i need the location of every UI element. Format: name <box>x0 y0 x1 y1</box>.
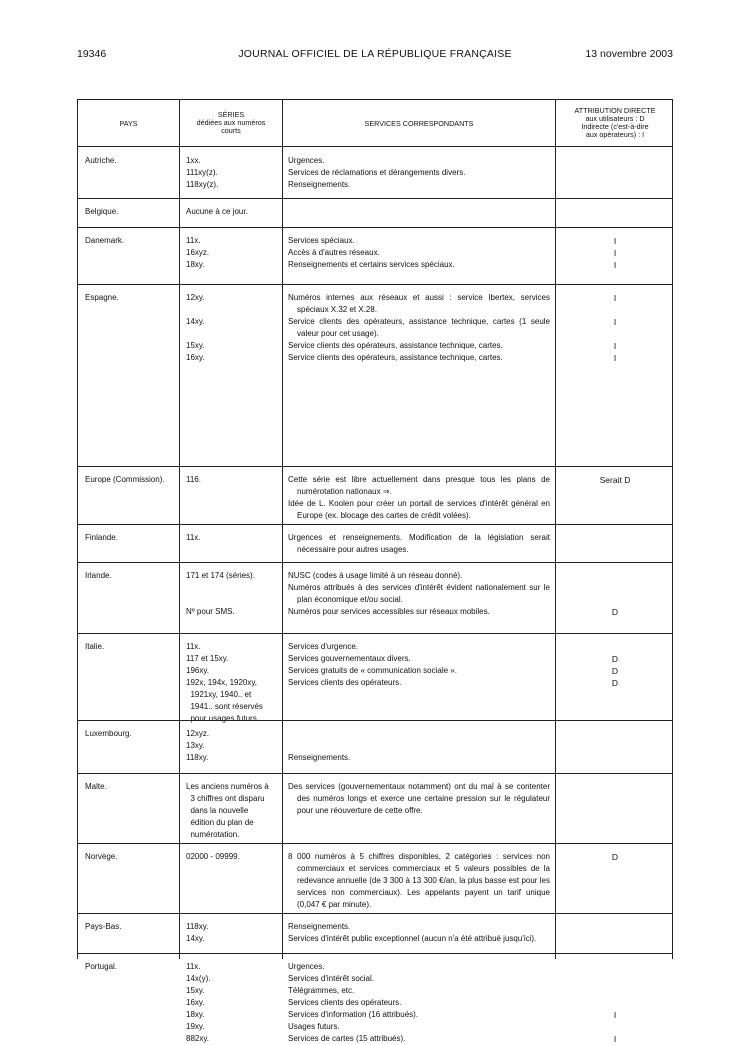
services-cell <box>288 781 550 817</box>
service-line: Service clients des opérateurs, assistance technique, cartes (1 seule valeur pour cet usage). <box>288 317 550 338</box>
country-cell: Europe (Commission). <box>85 475 165 484</box>
service-line: 8 000 numéros à 5 chiffres disponibles, 2 catégories : services non commerciaux et services commerciaux et 5 valeurs possibles de la redevance annuelle (de 3 300 à 13 300 €/an, la plus basse est pour les services non commerciaux). Les appelants payent un tarif unique (0,047 € par minute). <box>288 852 550 909</box>
service-line: Services gratuits de « communication sociale ». <box>288 666 457 675</box>
row-divider <box>78 720 672 721</box>
services-cell <box>288 155 550 191</box>
page-number: 19346 <box>77 48 107 60</box>
service-line: Numéros internes aux réseaux et aussi : service Ibertex, services spéciaux X.32 et X.28. <box>288 293 550 314</box>
col-header-attribution: ATTRIBUTION DIRECTE aux utilisateurs : D Indirecte (c'est-à-dire aux opérateurs) : I <box>574 106 656 139</box>
service-line: Urgences. <box>288 156 325 165</box>
service-line: Services gouvernementaux divers. <box>288 654 411 663</box>
column-divider <box>282 100 283 959</box>
attribution-cell: I I <box>613 1010 617 1044</box>
row-divider <box>78 466 672 467</box>
attribution-cell: I I I <box>613 236 617 270</box>
country-cell: Norvège. <box>85 852 118 861</box>
series-cell: 02000 - 09999. <box>186 852 240 861</box>
series-cell: Les anciens numéros à 3 chiffres ont disparu dans la nouvelle édition du plan de numérotation. <box>186 782 269 839</box>
service-line: Cette série est libre actuellement dans presque tous les plans de numérotation nationaux ⇒. <box>288 475 550 496</box>
attribution-cell: Serait D <box>599 475 631 485</box>
country-cell: Finlande. <box>85 533 118 542</box>
row-divider <box>78 198 672 199</box>
service-line: Urgences. <box>288 962 325 971</box>
service-line: Idée de L. Koolen pour créer un portail de services d'intérêt général en Europe (ex. blocage des cartes de crédit volées). <box>288 499 550 520</box>
service-line: Des services (gouvernementaux notamment) ont du mal à se contenter des numéros longs et exerce une certaine pression sur le régulateur pour une réouverture de cette offre. <box>288 782 550 815</box>
series-cell: 12xyz. 13xy. 118xy. <box>186 729 210 762</box>
series-cell: 11x. 16xyz. 18xy. <box>186 236 210 269</box>
service-line: Services spéciaux. <box>288 236 355 245</box>
attribution-cell: D <box>611 852 619 862</box>
series-cell: 11x. 14x(y). 15xy. 16xy. 18xy. 19xy. 882xy. <box>186 962 211 1043</box>
service-line: Renseignements. <box>288 180 351 189</box>
attribution-cell: I I I I <box>613 293 617 363</box>
attribution-cell: D <box>611 607 619 617</box>
services-cell <box>288 532 550 556</box>
series-cell: 11x. <box>186 533 201 542</box>
services-cell <box>288 961 550 1045</box>
service-line: Services de cartes (15 attribués). <box>288 1034 406 1043</box>
service-line: Usages futurs. <box>288 1022 340 1031</box>
service-line <box>288 740 550 752</box>
services-cell <box>288 292 550 364</box>
numbering-table <box>77 99 673 1044</box>
service-line: Services d'urgence. <box>288 642 359 651</box>
service-line: Service clients des opérateurs, assistance technique, cartes. <box>288 341 503 350</box>
row-divider <box>78 562 672 563</box>
country-cell: Irlande. <box>85 571 112 580</box>
service-line: Renseignements. <box>288 753 351 762</box>
row-divider <box>78 524 672 525</box>
service-line: Services d'information (16 attribués). <box>288 1010 419 1019</box>
series-cell: Aucune à ce jour. <box>186 207 248 216</box>
service-line: Services de réclamations et dérangements divers. <box>288 168 466 177</box>
country-cell: Malte. <box>85 782 107 791</box>
services-cell <box>288 641 550 689</box>
row-divider <box>78 843 672 844</box>
series-cell: 171 et 174 (séries). Nº pour SMS. <box>186 571 255 616</box>
service-line: Service clients des opérateurs, assistance technique, cartes. <box>288 353 503 362</box>
col-header-series: SÉRIES dédiées aux numéros courts <box>196 110 266 135</box>
service-line: Numéros pour services accessibles sur réseaux mobiles. <box>288 607 490 616</box>
country-cell: Danemark. <box>85 236 125 245</box>
country-cell: Espagne. <box>85 293 119 302</box>
service-line: Renseignements et certains services spéciaux. <box>288 260 455 269</box>
col-header-pays: PAYS <box>119 119 138 128</box>
service-line: Services d'intérêt public exceptionnel (aucun n'a été attribué jusqu'ici). <box>288 934 537 943</box>
row-divider <box>78 633 672 634</box>
series-cell: 11x. 117 et 15xy. 196xy. 192x, 194x, 1920xy, 1921xy, 1940.. et 1941.. sont réservés pour usages futurs. <box>186 642 263 723</box>
attribution-cell: D D D <box>611 654 619 688</box>
services-cell <box>288 851 550 911</box>
country-cell: Italie. <box>85 642 105 651</box>
country-cell: Autriche. <box>85 156 117 165</box>
country-cell: Belgique. <box>85 207 119 216</box>
series-cell: 1xx. 111xy(z). 118xy(z). <box>186 156 219 189</box>
column-divider <box>555 100 556 959</box>
service-line <box>288 728 550 740</box>
services-cell <box>288 235 550 271</box>
country-cell: Pays-Bas. <box>85 922 122 931</box>
services-cell <box>288 728 550 764</box>
services-cell <box>288 921 550 945</box>
service-line: Urgences et renseignements. Modification de la législation serait nécessaire pour autres usages. <box>288 533 550 554</box>
service-line: Services d'intérêt social. <box>288 974 375 983</box>
series-cell: 116. <box>186 475 201 484</box>
services-cell <box>288 474 550 522</box>
row-divider <box>78 913 672 914</box>
row-divider <box>78 953 672 954</box>
service-line: Services clients des opérateurs. <box>288 678 402 687</box>
col-header-services: SERVICES CORRESPONDANTS <box>364 119 474 128</box>
country-cell: Portugal. <box>85 962 118 971</box>
service-line: Accès à d'autres réseaux. <box>288 248 380 257</box>
services-cell <box>288 570 550 618</box>
service-line: NUSC (codes à usage limité à un réseau donné). <box>288 571 463 580</box>
service-line: Renseignements. <box>288 922 351 931</box>
page-header <box>77 48 673 62</box>
service-line: Services clients des opérateurs. <box>288 998 402 1007</box>
column-divider <box>179 100 180 959</box>
country-cell: Luxembourg. <box>85 729 132 738</box>
journal-title: JOURNAL OFFICIEL DE LA RÉPUBLIQUE FRANÇAISE <box>238 48 512 60</box>
header-divider <box>78 146 672 147</box>
series-cell: 118xy. 14xy. <box>186 922 209 943</box>
row-divider <box>78 773 672 774</box>
service-line: Télégrammes, etc. <box>288 986 355 995</box>
service-line: Numéros attribués à des services d'intérêt évident nationalement sur le plan économique et/ou social. <box>288 583 550 604</box>
series-cell: 12xy. 14xy. 15xy. 16xy. <box>186 293 205 362</box>
row-divider <box>78 227 672 228</box>
row-divider <box>78 284 672 285</box>
publication-date: 13 novembre 2003 <box>585 48 673 60</box>
